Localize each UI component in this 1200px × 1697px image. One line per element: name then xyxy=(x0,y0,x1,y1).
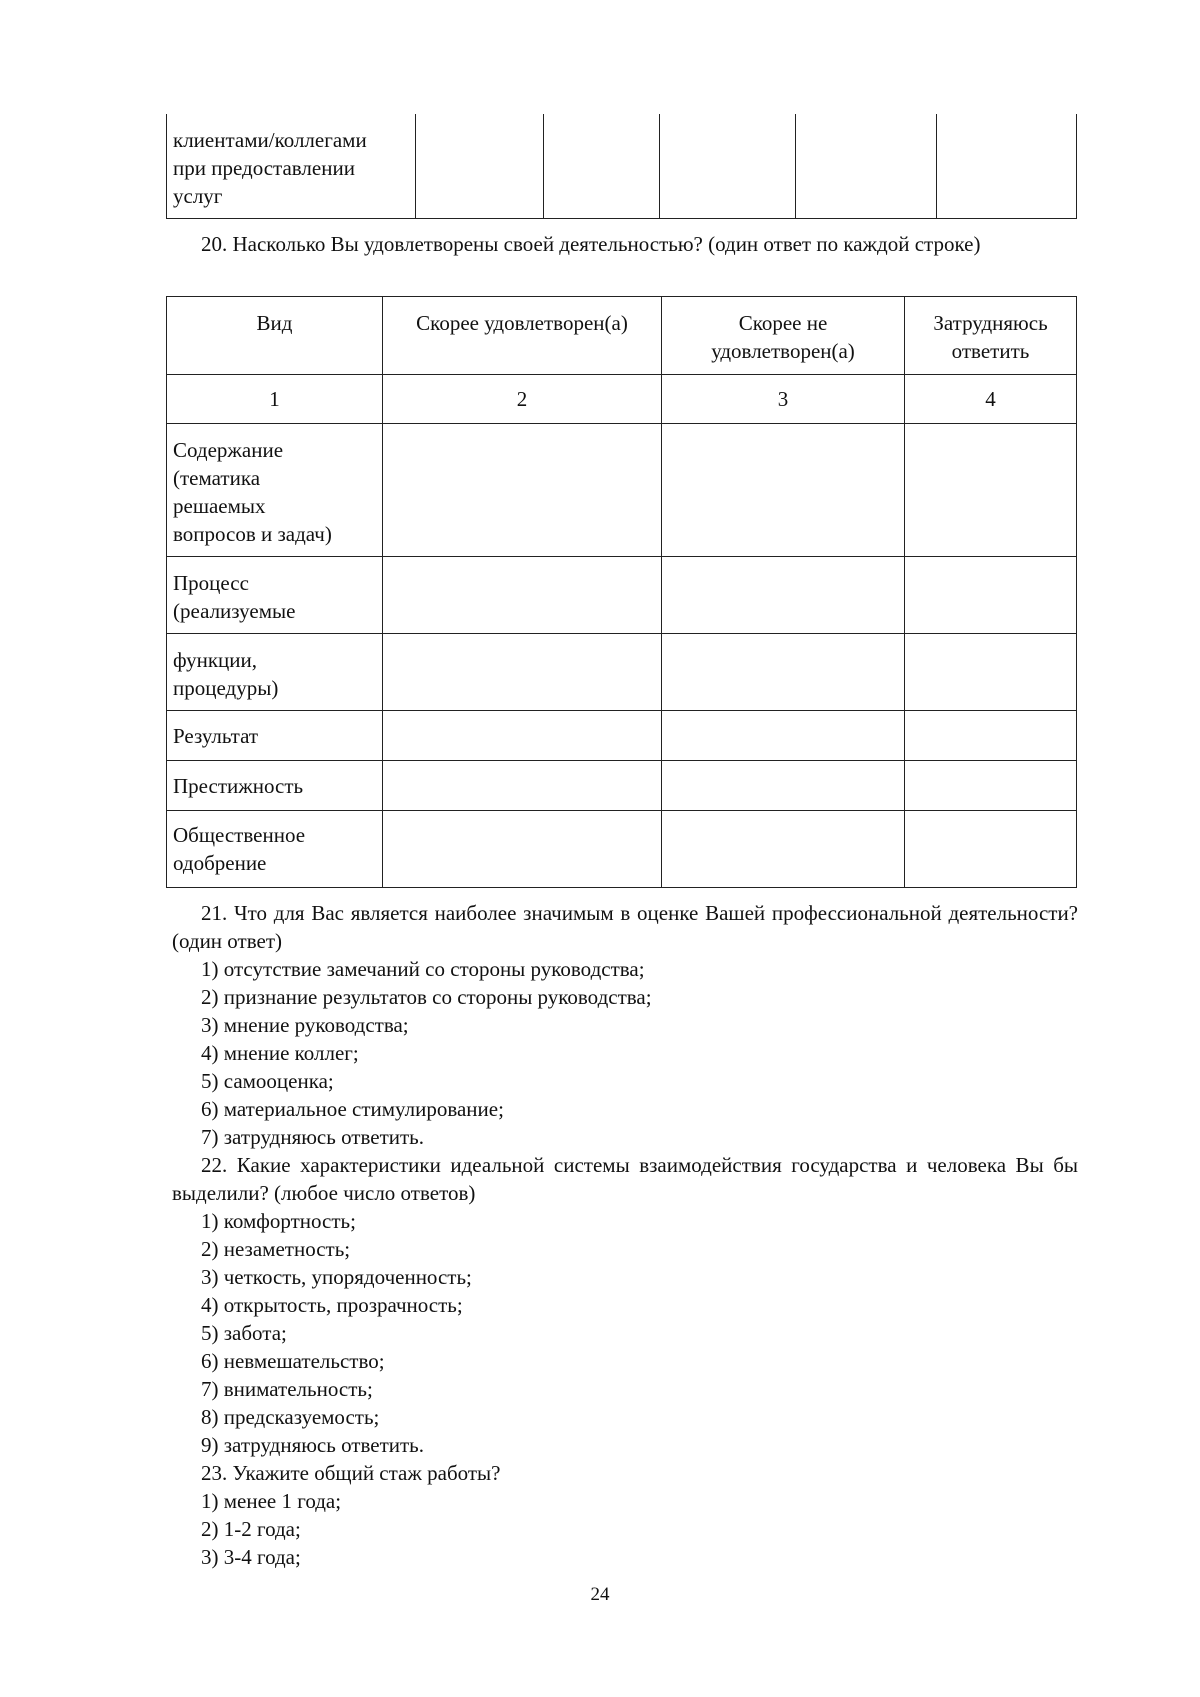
q22-option[interactable]: 3) четкость, упорядоченность; xyxy=(201,1265,472,1289)
table-row xyxy=(167,634,1077,711)
q21-option[interactable]: 5) самооценка; xyxy=(201,1069,334,1093)
continuation-first-cell xyxy=(167,114,416,218)
row-label-line: вопросов и задач) xyxy=(173,522,332,546)
q23-option[interactable]: 1) менее 1 года; xyxy=(201,1489,342,1513)
row-label xyxy=(167,424,383,557)
answer-cell[interactable] xyxy=(383,557,662,634)
answer-cell[interactable] xyxy=(662,811,905,888)
answer-cell[interactable] xyxy=(662,711,905,761)
answer-cell[interactable] xyxy=(937,114,1077,218)
answer-cell[interactable] xyxy=(662,634,905,711)
q23-option[interactable]: 2) 1-2 года; xyxy=(201,1517,301,1541)
answer-cell[interactable] xyxy=(416,114,544,218)
page-number: 24 xyxy=(590,1584,610,1605)
q21-option[interactable]: 7) затрудняюсь ответить. xyxy=(201,1125,425,1149)
table-row xyxy=(167,424,1077,557)
cell-line: услуг xyxy=(173,184,223,208)
answer-cell[interactable] xyxy=(905,634,1077,711)
row-label-line: функции, xyxy=(173,648,257,672)
header-cell-hard-to-say xyxy=(905,297,1077,375)
continuation-table xyxy=(166,114,1077,219)
answer-cell[interactable] xyxy=(905,761,1077,811)
header-text: Скорее не xyxy=(738,311,828,335)
row-label-line: Содержание xyxy=(173,438,284,462)
row-label-line: Процесс xyxy=(173,571,249,595)
cell-line: при предоставлении xyxy=(173,156,355,180)
answer-cell[interactable] xyxy=(383,634,662,711)
q22-option[interactable]: 9) затрудняюсь ответить. xyxy=(201,1433,425,1457)
q20-table xyxy=(166,296,1077,888)
row-label: Результат xyxy=(167,711,383,761)
question-21-text: 21. Что для Вас является наиболее значимым в оценке Вашей профессиональной деятельности? (один ответ) xyxy=(172,901,1078,953)
q22-option[interactable]: 8) предсказуемость; xyxy=(201,1405,380,1429)
q22-option[interactable]: 7) внимательность; xyxy=(201,1377,373,1401)
q22-option[interactable]: 6) невмешательство; xyxy=(201,1349,385,1373)
table-row xyxy=(167,711,1077,761)
q21-option[interactable]: 3) мнение руководства; xyxy=(201,1013,409,1037)
answer-cell[interactable] xyxy=(905,811,1077,888)
table-number-row xyxy=(167,375,1077,424)
row-label-line: одобрение xyxy=(173,851,267,875)
column-number: 2 xyxy=(383,375,662,424)
answer-cell[interactable] xyxy=(660,114,796,218)
column-number: 1 xyxy=(167,375,383,424)
column-number: 4 xyxy=(905,375,1077,424)
row-label-line: (тематика xyxy=(173,466,261,490)
header-text: удовлетворен(а) xyxy=(711,339,855,363)
header-cell-satisfied xyxy=(383,297,662,375)
header-text: ответить xyxy=(951,339,1030,363)
q22-option[interactable]: 2) незаметность; xyxy=(201,1237,351,1261)
cell-line: клиентами/коллегами xyxy=(173,128,367,152)
answer-cell[interactable] xyxy=(905,711,1077,761)
header-cell-kind xyxy=(167,297,383,375)
q23-option[interactable]: 3) 3-4 года; xyxy=(201,1545,301,1569)
column-number: 3 xyxy=(662,375,905,424)
q21-option[interactable]: 1) отсутствие замечаний со стороны руководства; xyxy=(201,957,645,981)
answer-cell[interactable] xyxy=(662,761,905,811)
question-23-text: 23. Укажите общий стаж работы? xyxy=(201,1461,501,1485)
row-label xyxy=(167,557,383,634)
row-label xyxy=(167,634,383,711)
answer-cell[interactable] xyxy=(796,114,937,218)
table-row xyxy=(167,761,1077,811)
row-label-line: (реализуемые xyxy=(173,599,296,623)
q21-option[interactable]: 4) мнение коллег; xyxy=(201,1041,359,1065)
question-22-text: 22. Какие характеристики идеальной системы взаимодействия государства и человека Вы бы выделили? (любое число ответов) xyxy=(172,1153,1078,1205)
q22-option[interactable]: 5) забота; xyxy=(201,1321,287,1345)
table-row xyxy=(167,811,1077,888)
answer-cell[interactable] xyxy=(383,811,662,888)
header-text: Вид xyxy=(256,311,293,335)
row-label: Престижность xyxy=(167,761,383,811)
q22-option[interactable]: 4) открытость, прозрачность; xyxy=(201,1293,463,1317)
row-label-line: Общественное xyxy=(173,823,306,847)
answer-cell[interactable] xyxy=(383,711,662,761)
table-row xyxy=(167,557,1077,634)
answer-cell[interactable] xyxy=(662,424,905,557)
answer-cell[interactable] xyxy=(905,424,1077,557)
header-text: Скорее удовлетворен(а) xyxy=(416,311,628,335)
q21-option[interactable]: 2) признание результатов со стороны руководства; xyxy=(201,985,652,1009)
answer-cell[interactable] xyxy=(662,557,905,634)
row-label-line: процедуры) xyxy=(173,676,279,700)
header-cell-not-satisfied xyxy=(662,297,905,375)
question-20-text: 20. Насколько Вы удовлетворены своей деятельностью? (один ответ по каждой строке) xyxy=(201,232,981,256)
q21-option[interactable]: 6) материальное стимулирование; xyxy=(201,1097,504,1121)
answer-cell[interactable] xyxy=(383,424,662,557)
answer-cell[interactable] xyxy=(905,557,1077,634)
header-text: Затрудняюсь xyxy=(933,311,1048,335)
table-header-row xyxy=(167,297,1077,375)
row-label xyxy=(167,811,383,888)
answer-cell[interactable] xyxy=(383,761,662,811)
answer-cell[interactable] xyxy=(544,114,660,218)
row-label-line: решаемых xyxy=(173,494,266,518)
q22-option[interactable]: 1) комфортность; xyxy=(201,1209,356,1233)
